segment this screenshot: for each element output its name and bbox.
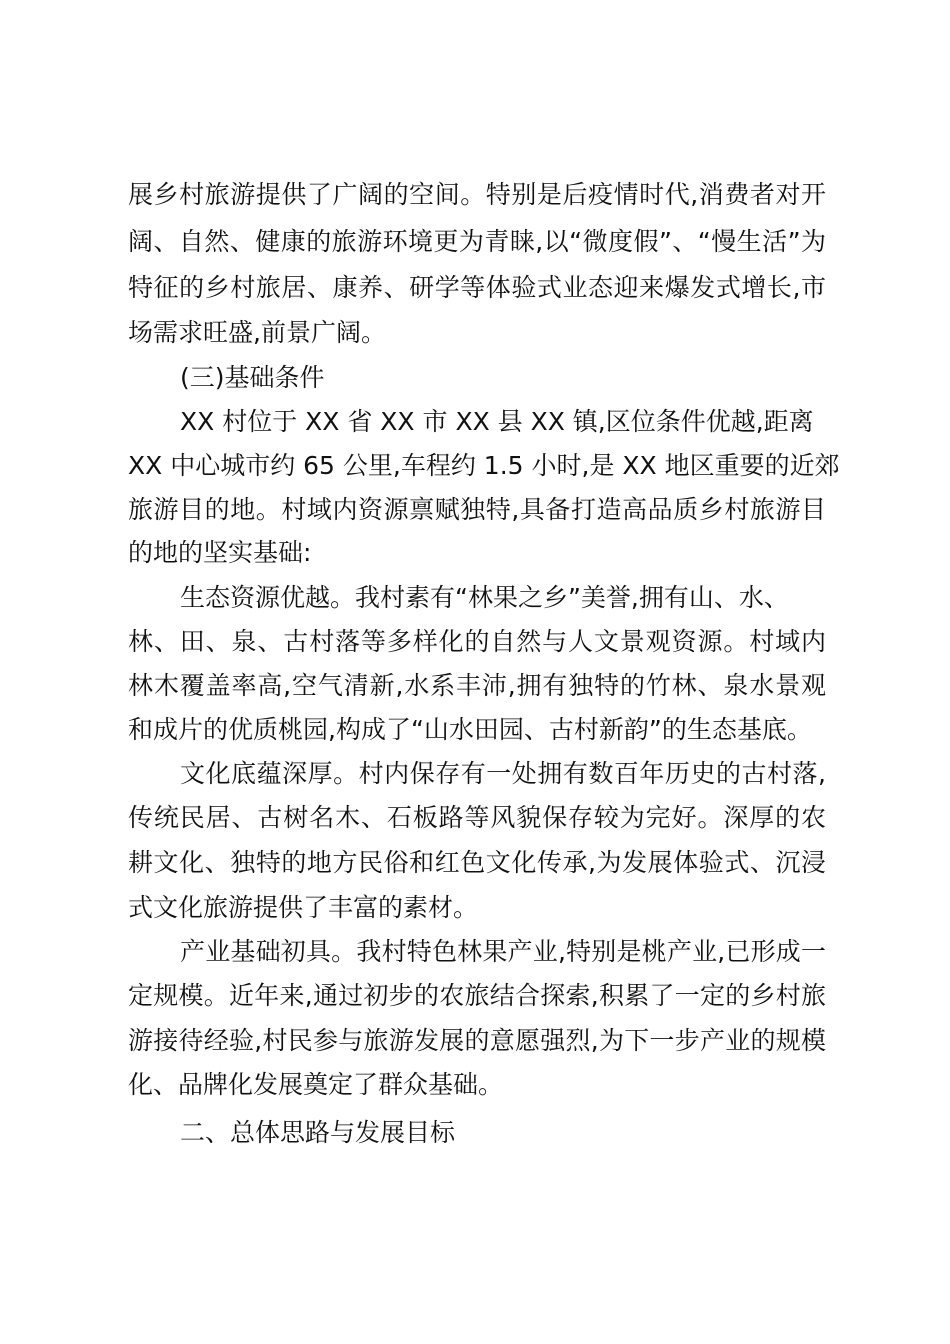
paragraph-line: XX 中心城市约 65 公里,车程约 1.5 小时,是 XX 地区重要的近郊 [128, 451, 840, 480]
paragraph-line: 林木覆盖率高,空气清新,水系丰沛,拥有独特的竹林、泉水景观 [128, 671, 826, 700]
paragraph-line: XX 村位于 XX 省 XX 市 XX 县 XX 镇,区位条件优越,距离 [180, 407, 814, 436]
paragraph-line: 林、田、泉、古村落等多样化的自然与人文景观资源。村域内 [128, 627, 826, 656]
paragraph-line: 展乡村旅游提供了广阔的空间。特别是后疫情时代,消费者对开 [128, 180, 826, 209]
paragraph-line: 生态资源优越。我村素有“林果之乡”美誉,拥有山、水、 [180, 583, 789, 612]
paragraph-line: 游接待经验,村民参与旅游发展的意愿强烈,为下一步产业的规模 [128, 1026, 826, 1055]
paragraph-line: 和成片的优质桃园,构成了“山水田园、古村新韵”的生态基底。 [128, 715, 812, 744]
paragraph-line: 定规模。近年来,通过初步的农旅结合探索,积累了一定的乡村旅 [128, 981, 826, 1010]
section-heading: 二、总体思路与发展目标 [180, 1118, 456, 1147]
paragraph-line: 的地的坚实基础: [128, 538, 312, 567]
paragraph-line: 阔、自然、健康的旅游环境更为青睐,以“微度假”、“慢生活”为 [128, 227, 826, 256]
paragraph-line: 文化底蕴深厚。村内保存有一处拥有数百年历史的古村落, [180, 759, 826, 788]
paragraph-line: 传统民居、古树名木、石板路等风貌保存较为完好。深厚的农 [128, 803, 826, 832]
paragraph-line: 场需求旺盛,前景广阔。 [128, 318, 386, 347]
paragraph-line: 耕文化、独特的地方民俗和红色文化传承,为发展体验式、沉浸 [128, 848, 826, 877]
section-heading: (三)基础条件 [180, 363, 325, 392]
paragraph-line: 化、品牌化发展奠定了群众基础。 [128, 1070, 504, 1099]
paragraph-line: 产业基础初具。我村特色林果产业,特别是桃产业,已形成一 [180, 937, 826, 966]
paragraph-line: 式文化旅游提供了丰富的素材。 [128, 893, 479, 922]
paragraph-line: 旅游目的地。村域内资源禀赋独特,具备打造高品质乡村旅游目 [128, 495, 826, 524]
paragraph-line: 特征的乡村旅居、康养、研学等体验式业态迎来爆发式增长,市 [128, 273, 826, 302]
